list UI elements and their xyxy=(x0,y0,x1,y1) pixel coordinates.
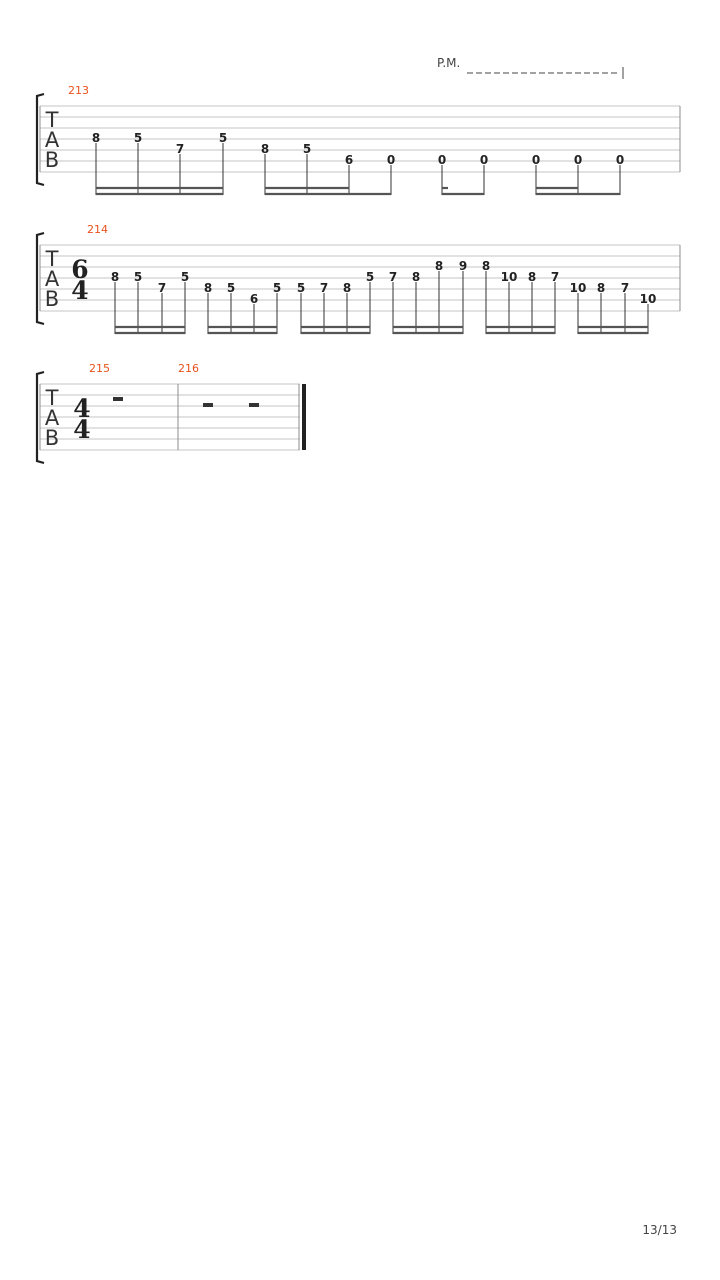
tab-system-3 xyxy=(37,362,306,463)
fret-number: 7 xyxy=(175,142,185,156)
final-barline-thick xyxy=(302,384,306,450)
fret-numbers xyxy=(111,259,657,306)
fret-number: 0 xyxy=(479,153,489,167)
beams xyxy=(96,188,620,194)
fret-number: 10 xyxy=(639,292,657,306)
measure-number-214: 214 xyxy=(87,223,108,236)
tab-clef-t: T xyxy=(45,247,59,271)
tab-system-1 xyxy=(37,56,680,195)
fret-number: 0 xyxy=(437,153,447,167)
fret-number: 8 xyxy=(596,281,606,295)
fret-number: 0 xyxy=(615,153,625,167)
fret-number: 8 xyxy=(203,281,213,295)
time-signature-top: 6 xyxy=(71,255,89,284)
page-number: 13/13 xyxy=(642,1223,677,1237)
fret-number: 7 xyxy=(550,270,560,284)
fret-number: 5 xyxy=(302,142,312,156)
half-rest xyxy=(203,403,213,407)
fret-number: 8 xyxy=(527,270,537,284)
half-rest xyxy=(249,403,259,407)
measure-number-213: 213 xyxy=(68,84,89,97)
measure-number-216: 216 xyxy=(178,362,199,375)
fret-number: 8 xyxy=(110,270,120,284)
palm-mute-label: P.M. xyxy=(437,56,461,70)
fret-number: 5 xyxy=(365,270,375,284)
time-signature-bottom: 4 xyxy=(71,276,89,305)
fret-number: 0 xyxy=(531,153,541,167)
fret-number: 5 xyxy=(296,281,306,295)
fret-number: 9 xyxy=(458,259,468,273)
fret-number: 5 xyxy=(218,131,228,145)
tab-clef-a: A xyxy=(44,267,60,291)
fret-number: 7 xyxy=(319,281,329,295)
fret-number: 8 xyxy=(91,131,101,145)
fret-number: 6 xyxy=(249,292,259,306)
fret-number: 5 xyxy=(133,131,143,145)
measure-number-215: 215 xyxy=(89,362,110,375)
fret-number: 0 xyxy=(573,153,583,167)
whole-rest xyxy=(113,397,123,401)
fret-number: 8 xyxy=(260,142,270,156)
tab-clef-a: A xyxy=(44,128,60,152)
fret-numbers xyxy=(92,131,624,167)
time-signature-top: 4 xyxy=(73,394,91,423)
time-signature-bottom: 4 xyxy=(73,415,91,444)
fret-number: 6 xyxy=(344,153,354,167)
fret-number: 10 xyxy=(500,270,518,284)
tab-clef-b: B xyxy=(44,287,60,311)
tab-clef-b: B xyxy=(44,426,60,450)
fret-number: 5 xyxy=(133,270,143,284)
tab-clef-t: T xyxy=(45,108,59,132)
fret-number: 7 xyxy=(620,281,630,295)
tab-system-2 xyxy=(37,223,680,334)
beams xyxy=(115,327,648,333)
fret-number: 8 xyxy=(481,259,491,273)
fret-number: 7 xyxy=(157,281,167,295)
fret-number: 5 xyxy=(180,270,190,284)
fret-number: 8 xyxy=(434,259,444,273)
fret-number: 8 xyxy=(342,281,352,295)
fret-number: 0 xyxy=(386,153,396,167)
tab-clef-t: T xyxy=(45,386,59,410)
tab-clef-b: B xyxy=(44,148,60,172)
fret-number: 8 xyxy=(411,270,421,284)
tab-clef-a: A xyxy=(44,406,60,430)
stems xyxy=(115,271,648,334)
fret-number: 10 xyxy=(569,281,587,295)
fret-number: 7 xyxy=(388,270,398,284)
fret-number: 5 xyxy=(272,281,282,295)
fret-number: 5 xyxy=(226,281,236,295)
